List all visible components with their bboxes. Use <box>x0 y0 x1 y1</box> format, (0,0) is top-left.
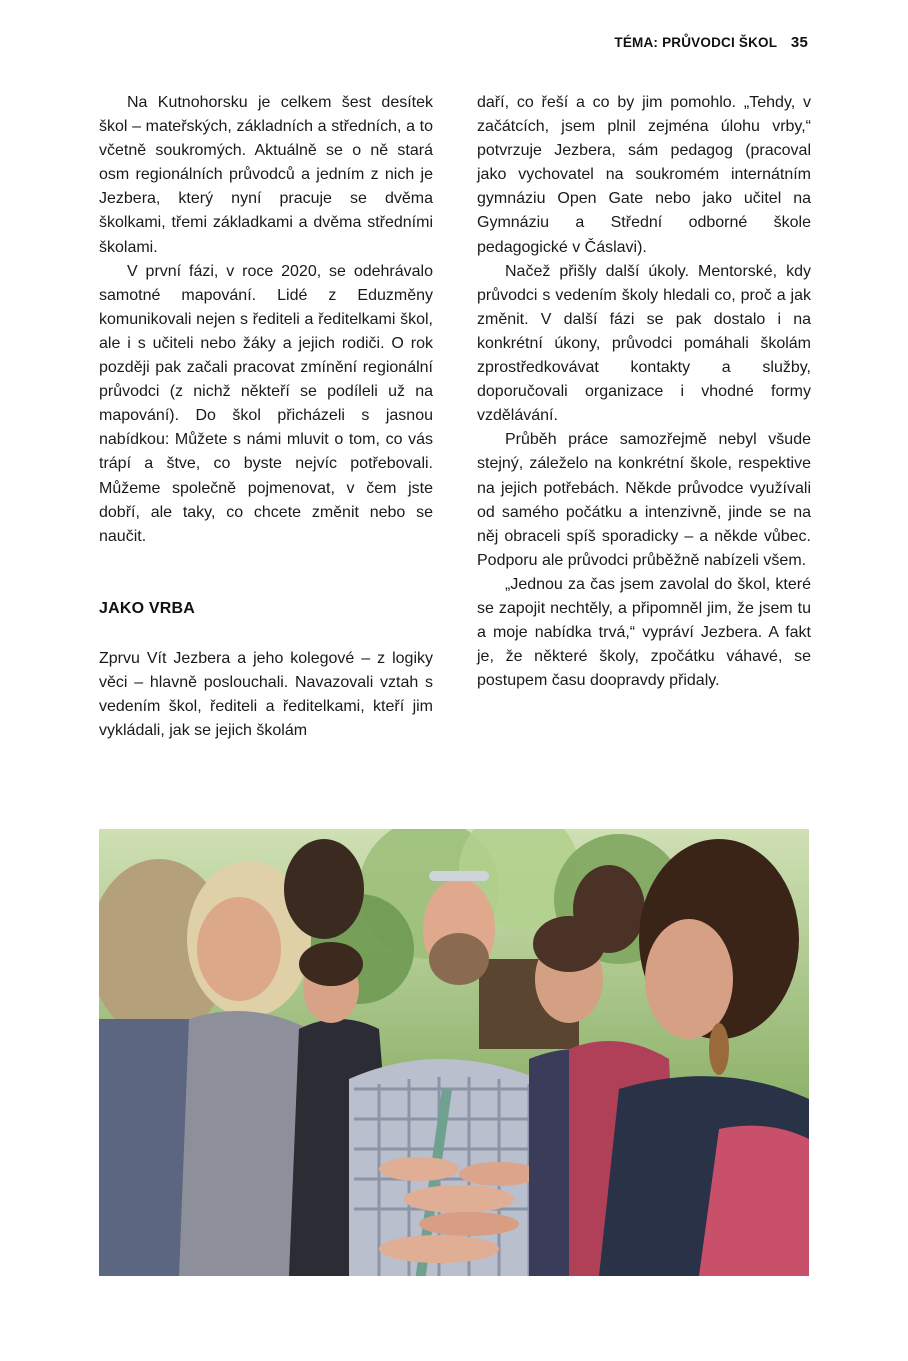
paragraph: Zprvu Vít Jezbera a jeho kolegové – z logiky věci – hlavně poslouchali. Navazovali vztah s vedením škol, řediteli a ředitelkami, kteří jim vykládali, jak se jejich školám <box>99 649 433 740</box>
paragraph: V první fázi, v roce 2020, se odehrávalo samotné mapování. Lidé z Eduzměny komunikovali nejen s řediteli a ředitelkami škol, ale i s učiteli nebo žáky a jejich rodiči. O rok později pak začali pracovat zmínění regionální průvodci (z nichž někteří se podíleli už na mapování). Do škol přicházeli s jasnou nabídkou: Můžete s námi mluvit o tom, co vás trápí a štve, co byste nejvíc potřebovali. Můžeme společně pojmenovat, v čem jste dobří, ale taky, co chcete změnit nebo se naučit. <box>99 262 433 545</box>
group-photo-illustration <box>99 829 809 1276</box>
paragraph: „Jednou za čas jsem zavolal do škol, které se zapojit nechtěly, a připomněl jim, že jsem tu a moje nabídka trvá,“ vypráví Jezbera. A fakt je, že některé školy, zpočátku váhavé, se postupem času doopravdy přidaly. <box>477 575 811 690</box>
left-column <box>99 91 433 743</box>
group-photo <box>99 829 809 1276</box>
paragraph: Na Kutnohorsku je celkem šest desítek škol – mateřských, základních a středních, a to včetně soukromých. Aktuálně se o ně stará osm regionálních průvodců a jedním z nich je Jezbera, který nyní pracuje se dvěma školkami, třemi základkami a dvěma středními školami. <box>99 94 433 256</box>
right-column <box>477 91 811 693</box>
paragraph-continuation: daří, co řeší a co by jim pomohlo. „Tehdy, v začátcích, jsem plnil zejména úlohu vrby,“ potvrzuje Jezbera, sám pedagog (pracoval jako vychovatel na soukromém internátním gymnáziu Open Gate nebo jako učitel na Gymnáziu a Střední odborné škole pedagogické v Čáslavi). <box>477 94 811 256</box>
section-heading: JAKO VRBA <box>99 599 196 617</box>
paragraph: Načež přišly další úkoly. Mentorské, kdy průvodci s vedením školy hledali co, proč a jak změnit. V další fázi se pak dostalo i na konkrétní úkony, průvodci pomáhali školám zprostředkovávat kontakty a služby, doporučovali organizace i vhodné formy vzdělávání. <box>477 262 811 425</box>
running-header <box>614 34 808 51</box>
section-title: TÉMA: PRŮVODCI ŠKOL <box>614 35 777 50</box>
page-number: 35 <box>790 34 808 51</box>
paragraph: Průběh práce samozřejmě nebyl všude stejný, záleželo na konkrétní škole, respektive na jejich potřebách. Někde průvodce využívali od samého počátku a intenzivně, jinde se na něj obraceli spíš sporadicky – a někde vůbec. Podporu ale průvodci průběžně nabízeli všem. <box>477 431 811 569</box>
